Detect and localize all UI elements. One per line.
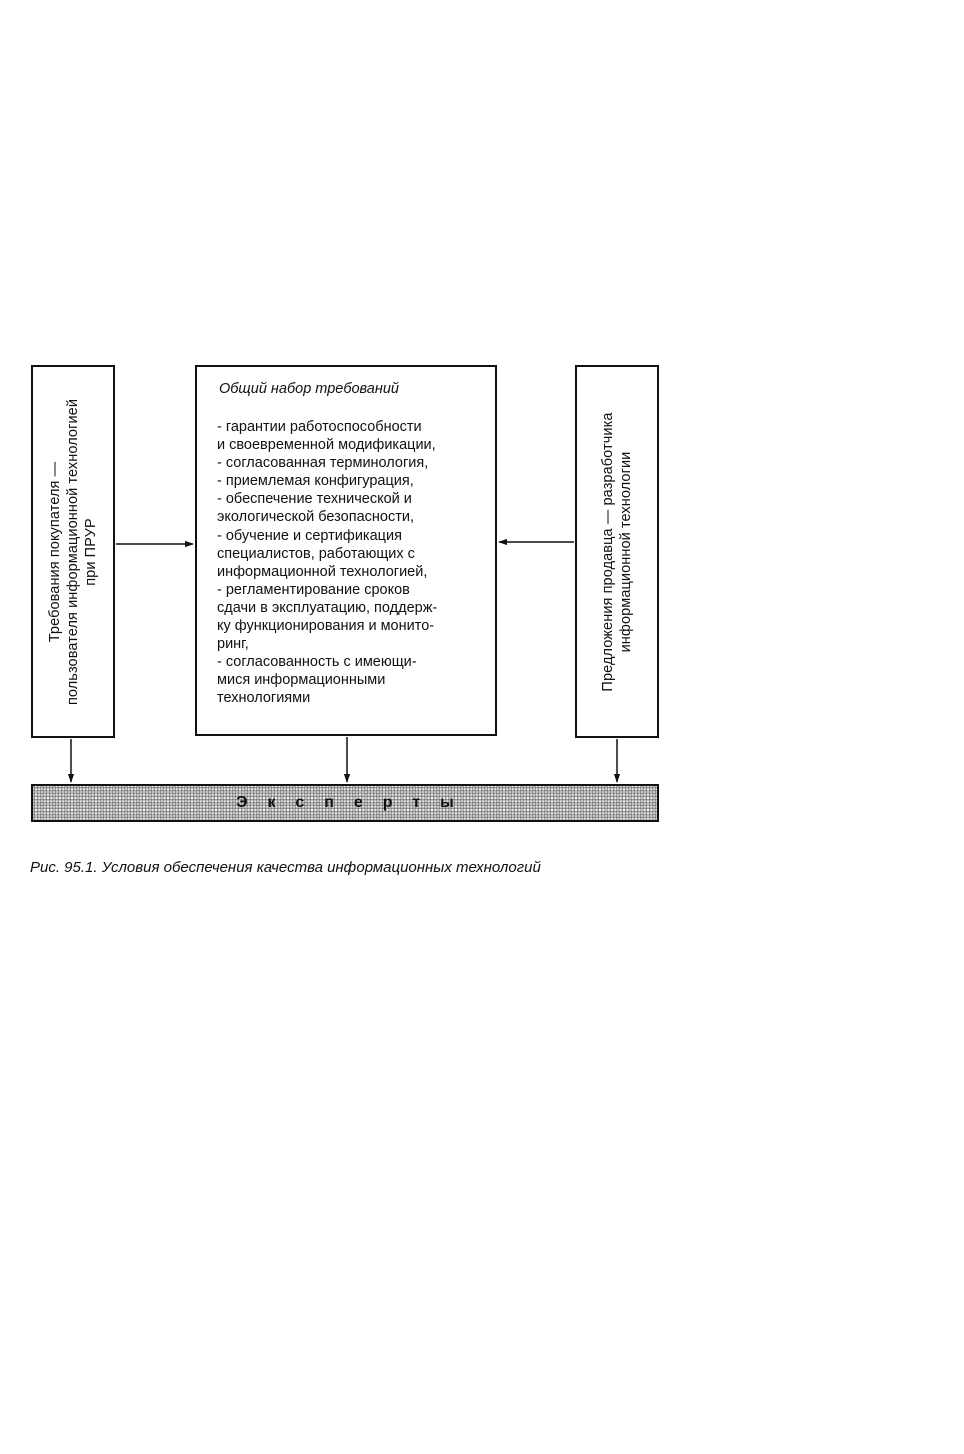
requirement-line: - обеспечение технической и xyxy=(217,491,412,508)
requirement-line: - регламентирование сроков xyxy=(217,581,410,598)
requirement-line: специалистов, работающих с xyxy=(217,545,415,562)
requirement-line: технологиями xyxy=(217,690,311,707)
seller-line-1: Предложения продавца — разработчика xyxy=(600,411,616,692)
buyer-line-2: пользователя информационной технологией xyxy=(65,398,81,705)
buyer-line-3: при ПРУР xyxy=(83,517,99,586)
requirement-line: информационной технологией, xyxy=(217,563,428,580)
buyer-line-1: Требования покупателя — xyxy=(47,461,63,642)
requirement-line: - приемлемая конфигурация, xyxy=(217,473,414,490)
figure-caption: Рис. 95.1. Условия обеспечения качества информационных технологий xyxy=(30,859,541,876)
requirement-line: и своевременной модификации, xyxy=(217,437,436,454)
requirement-line: - согласованная терминология, xyxy=(217,455,429,472)
requirement-line: мися информационными xyxy=(217,672,386,689)
requirement-line: - согласованность с имеющи- xyxy=(217,654,417,671)
common-requirements-title: Общий набор требований xyxy=(219,381,399,397)
requirement-line: - обучение и сертификация xyxy=(217,527,402,544)
seller-line-2: информационной технологии xyxy=(618,451,634,652)
requirement-line: - гарантии работоспособности xyxy=(217,419,422,435)
requirement-line: ринг, xyxy=(217,636,249,653)
requirement-line: экологической безопасности, xyxy=(217,509,414,526)
requirement-line: сдачи в эксплуатацию, поддерж- xyxy=(217,599,438,616)
experts-label: Эксперты xyxy=(236,794,474,811)
requirement-line: ку функционирования и монито- xyxy=(217,618,435,635)
